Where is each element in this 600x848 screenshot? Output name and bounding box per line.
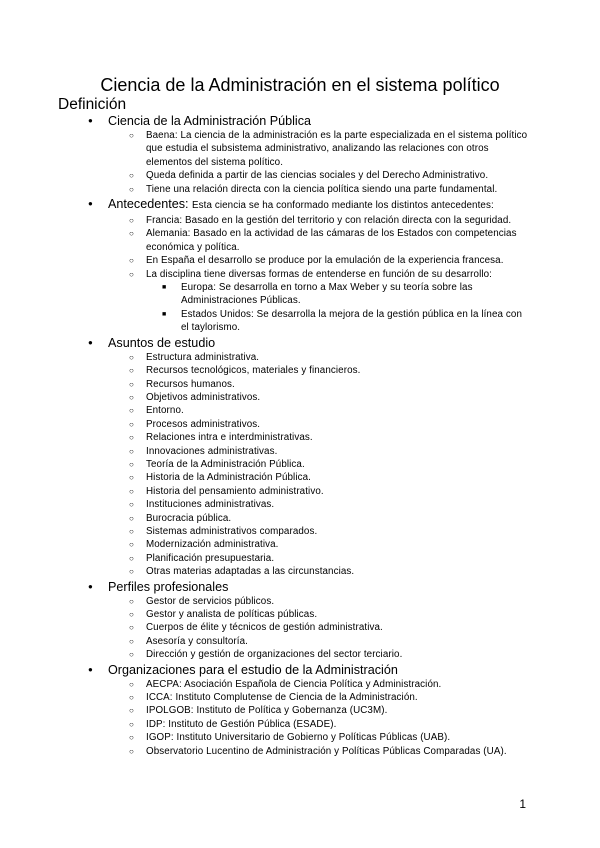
sub-list-item: ■ Estados Unidos: Se desarrolla la mejora de la gestión pública en la línea con el taylorismo. <box>181 308 527 335</box>
list-item: ○ Baena: La ciencia de la administración es la parte especializada en el sistema político que estudia el subsistema administrativo, analizando las relaciones con otros elementos del sistema político. <box>146 129 528 169</box>
document-title: Ciencia de la Administración en el sistema político <box>100 75 500 95</box>
list-item: ○ Historia del pensamiento administrativo. <box>146 485 528 498</box>
list-item: ○ IPOLGOB: Instituto de Política y Gobernanza (UC3M). <box>146 704 528 717</box>
sub-list-item: ■ Europa: Se desarrolla en torno a Max Weber y su teoría sobre las Administraciones Públicas. <box>181 281 527 308</box>
list-item: ○ IDP: Instituto de Gestión Pública (ESADE). <box>146 718 528 731</box>
list-item: ○ Cuerpos de élite y técnicos de gestión administrativa. <box>146 621 528 634</box>
list-item: ○ Teoría de la Administración Pública. <box>146 458 528 471</box>
list-item: ○ Tiene una relación directa con la ciencia política siendo una parte fundamental. <box>146 183 528 196</box>
list-item: ○ Planificación presupuestaria. <box>146 552 528 565</box>
list-item: ○ Alemania: Basado en la actividad de las cámaras de los Estados con competencias económica y política. <box>146 227 528 254</box>
list-item: ○ Recursos humanos. <box>146 378 528 391</box>
list-item: ○ Dirección y gestión de organizaciones del sector terciario. <box>146 648 528 661</box>
list-item: ○ AECPA: Asociación Española de Ciencia Política y Administración. <box>146 678 528 691</box>
list-item: ○ La disciplina tiene diversas formas de entenderse en función de su desarrollo: <box>146 268 528 281</box>
bullet-perfiles-profesionales: ● Perfiles profesionales <box>108 579 548 595</box>
list-item: ○ Francia: Basado en la gestión del territorio y con relación directa con la seguridad. <box>146 214 528 227</box>
page-number: 1 <box>519 797 526 811</box>
list-item: ○ Gestor y analista de políticas públicas. <box>146 608 528 621</box>
bullet-organizaciones: ● Organizaciones para el estudio de la Administración <box>108 662 548 678</box>
bullet-asuntos-estudio: ● Asuntos de estudio <box>108 335 548 351</box>
list-item: ○ Queda definida a partir de las ciencias sociales y del Derecho Administrativo. <box>146 169 528 182</box>
section-heading: Definición <box>58 96 127 113</box>
list-item: ○ Procesos administrativos. <box>146 418 528 431</box>
list-item: ○ Burocracia pública. <box>146 512 528 525</box>
list-item: ○ Instituciones administrativas. <box>146 498 528 511</box>
list-item: ○ IGOP: Instituto Universitario de Gobierno y Políticas Públicas (UAB). <box>146 731 528 744</box>
outline-list <box>0 113 600 758</box>
list-item: ○ Relaciones intra e interdministrativas. <box>146 431 528 444</box>
list-item: ○ Estructura administrativa. <box>146 351 528 364</box>
list-item: ○ Otras materias adaptadas a las circunstancias. <box>146 565 528 578</box>
list-item: ○ Innovaciones administrativas. <box>146 445 528 458</box>
bullet-antecedentes: ● Antecedentes: Esta ciencia se ha conformado mediante los distintos antecedentes: <box>108 196 548 214</box>
list-item: ○ Observatorio Lucentino de Administración y Políticas Públicas Comparadas (UA). <box>146 745 528 758</box>
bullet-ciencia-admin: ● Ciencia de la Administración Pública <box>108 113 548 129</box>
list-item: ○ Sistemas administrativos comparados. <box>146 525 528 538</box>
list-item: ○ Asesoría y consultoría. <box>146 635 528 648</box>
list-item: ○ Objetivos administrativos. <box>146 391 528 404</box>
list-item: ○ Gestor de servicios públicos. <box>146 595 528 608</box>
list-item: ○ Modernización administrativa. <box>146 538 528 551</box>
list-item: ○ En España el desarrollo se produce por la emulación de la experiencia francesa. <box>146 254 528 267</box>
list-item: ○ Entorno. <box>146 404 528 417</box>
list-item: ○ Historia de la Administración Pública. <box>146 471 528 484</box>
list-item: ○ Recursos tecnológicos, materiales y financieros. <box>146 364 528 377</box>
list-item: ○ ICCA: Instituto Complutense de Ciencia de la Administración. <box>146 691 528 704</box>
